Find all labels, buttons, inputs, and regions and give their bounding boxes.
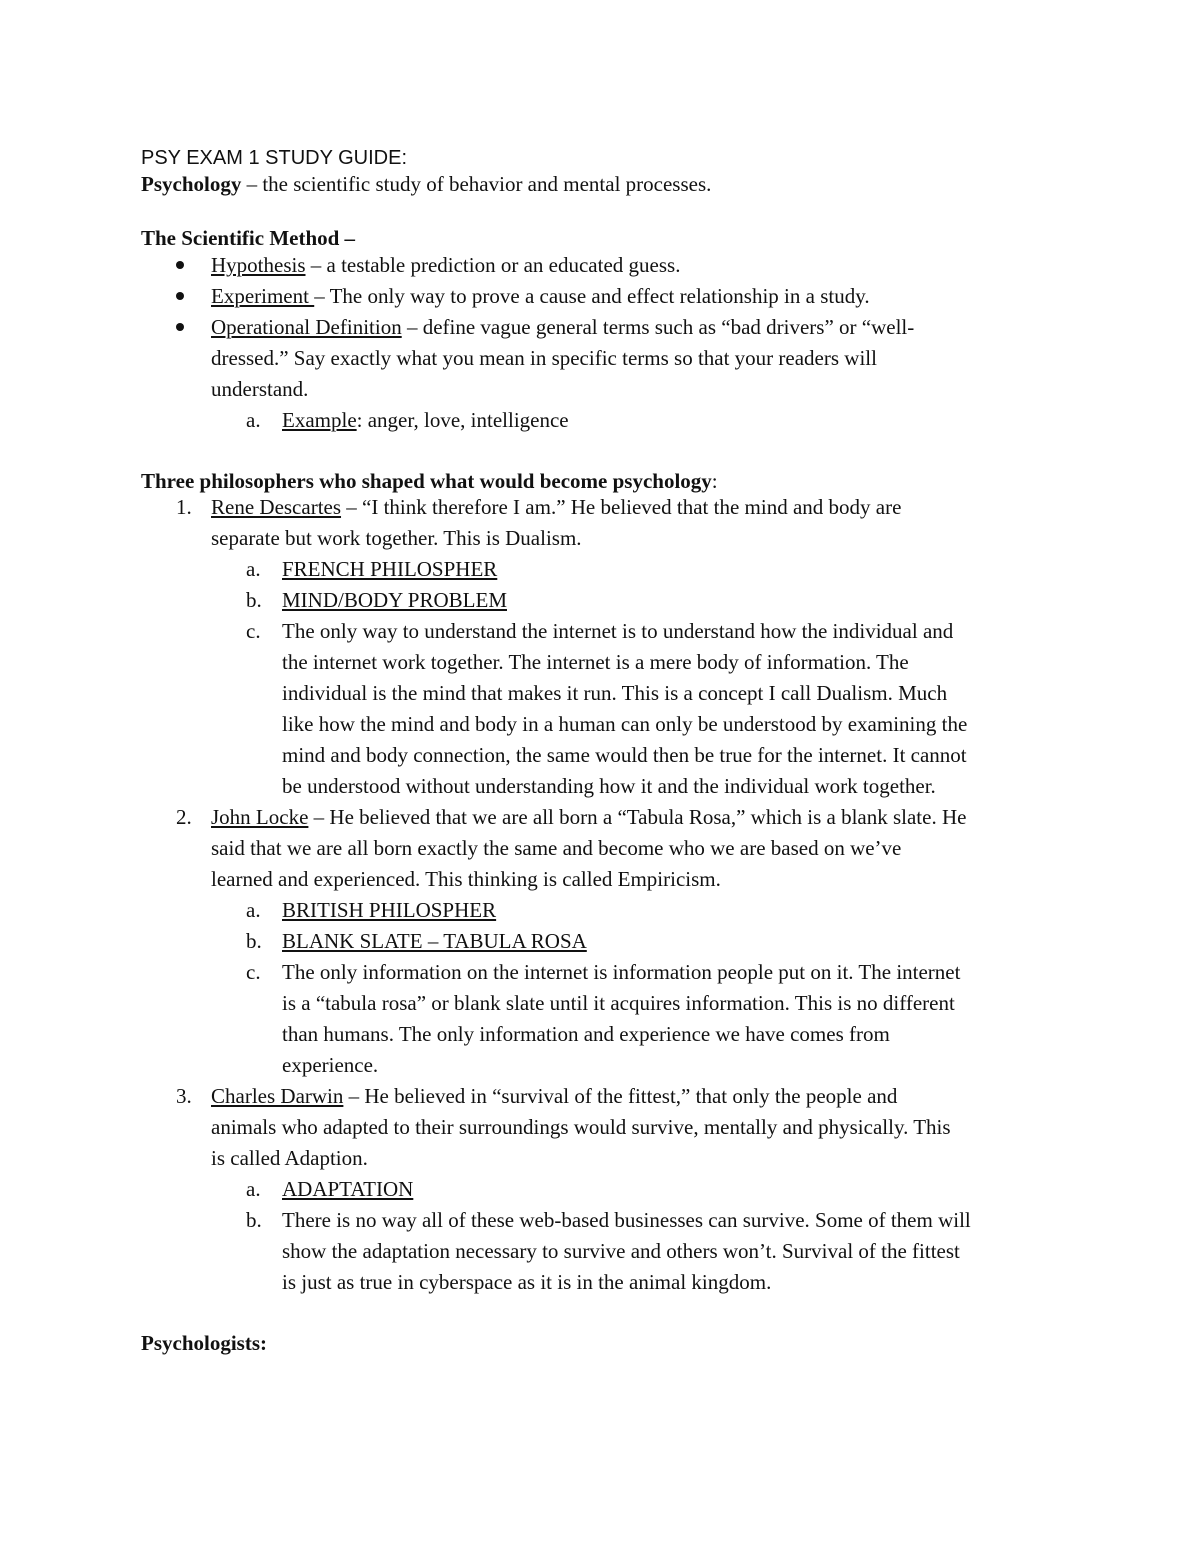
philosopher-name: Rene Descartes bbox=[211, 495, 342, 519]
philosopher-text-line: animals who adapted to their surroundings would survive, mentally and physically. This bbox=[211, 1115, 951, 1139]
sub-item: BRITISH PHILOSPHER bbox=[282, 898, 497, 922]
philosopher-entry bbox=[211, 492, 901, 523]
sub-item: ADAPTATION bbox=[282, 1177, 414, 1201]
sub-item-line: be understood without understanding how it and the individual work together. bbox=[282, 774, 936, 798]
item-text: – define vague general terms such as “bad drivers” or “well- bbox=[401, 315, 915, 339]
sub-item-line: mind and body connection, the same would then be true for the internet. It cannot bbox=[282, 743, 967, 767]
philosopher-entry bbox=[211, 1081, 897, 1112]
item-term: Experiment bbox=[211, 284, 315, 308]
list-number: 3. bbox=[176, 1084, 192, 1108]
item-term: Hypothesis bbox=[211, 253, 306, 277]
sub-item-line: experience. bbox=[282, 1053, 379, 1077]
item-text: – The only way to prove a cause and effect relationship in a study. bbox=[314, 284, 870, 308]
sub-marker: b. bbox=[246, 588, 262, 612]
heading-colon: : bbox=[711, 469, 718, 493]
example-text: : anger, love, intelligence bbox=[356, 408, 569, 432]
definition-text: – the scientific study of behavior and mental processes. bbox=[241, 172, 712, 196]
psychology-definition bbox=[141, 169, 711, 200]
list-number: 1. bbox=[176, 495, 192, 519]
sub-marker: b. bbox=[246, 1208, 262, 1232]
sub-item-line: the internet work together. The internet is a mere body of information. The bbox=[282, 650, 909, 674]
philosophers-heading-text: Three philosophers who shaped what would become psychology bbox=[141, 469, 712, 493]
item-text-line: understand. bbox=[211, 377, 309, 401]
sub-marker: c. bbox=[246, 960, 261, 984]
philosopher-text-line: is called Adaption. bbox=[211, 1146, 368, 1170]
item-text: – a testable prediction or an educated guess. bbox=[305, 253, 681, 277]
sub-item-line: There is no way all of these web-based businesses can survive. Some of them will bbox=[282, 1208, 971, 1232]
sub-item-line: The only way to understand the internet is to understand how the individual and bbox=[282, 619, 954, 643]
bullet-icon bbox=[176, 292, 184, 300]
sub-item-line: is a “tabula rosa” or blank slate until it acquires information. This is no different bbox=[282, 991, 955, 1015]
sub-marker: a. bbox=[246, 408, 261, 432]
sub-item: MIND/BODY PROBLEM bbox=[282, 588, 507, 612]
sub-item: BLANK SLATE – TABULA ROSA bbox=[282, 929, 587, 953]
list-item bbox=[211, 312, 914, 343]
sub-item: FRENCH PHILOSPHER bbox=[282, 557, 498, 581]
philosopher-name: John Locke bbox=[211, 805, 309, 829]
bullet-icon bbox=[176, 261, 184, 269]
sub-marker: c. bbox=[246, 619, 261, 643]
sub-item-line: individual is the mind that makes it run. This is a concept I call Dualism. Much bbox=[282, 681, 948, 705]
definition-term: Psychology bbox=[141, 172, 242, 196]
philosopher-name: Charles Darwin bbox=[211, 1084, 344, 1108]
sub-marker: a. bbox=[246, 1177, 261, 1201]
philosopher-entry bbox=[211, 802, 966, 833]
example-term: Example bbox=[282, 408, 357, 432]
list-number: 2. bbox=[176, 805, 192, 829]
philosopher-text: – He believed in “survival of the fittest,” that only the people and bbox=[343, 1084, 898, 1108]
sub-marker: a. bbox=[246, 557, 261, 581]
philosopher-text: – “I think therefore I am.” He believed that the mind and body are bbox=[341, 495, 902, 519]
bullet-icon bbox=[176, 323, 184, 331]
sub-item-line: than humans. The only information and experience we have comes from bbox=[282, 1022, 890, 1046]
list-item bbox=[211, 281, 870, 312]
sub-item-line: like how the mind and body in a human can only be understood by examining the bbox=[282, 712, 968, 736]
item-text-line: dressed.” Say exactly what you mean in specific terms so that your readers will bbox=[211, 346, 877, 370]
sub-item-line: The only information on the internet is information people put on it. The internet bbox=[282, 960, 961, 984]
philosopher-text: – He believed that we are all born a “Tabula Rosa,” which is a blank slate. He bbox=[308, 805, 967, 829]
page-title: PSY EXAM 1 STUDY GUIDE: bbox=[141, 147, 408, 169]
list-item bbox=[211, 250, 680, 281]
sub-marker: b. bbox=[246, 929, 262, 953]
example-item bbox=[282, 405, 569, 436]
sub-item-line: show the adaptation necessary to survive and others won’t. Survival of the fittest bbox=[282, 1239, 960, 1263]
scientific-method-heading: The Scientific Method – bbox=[141, 226, 356, 250]
philosopher-text-line: said that we are all born exactly the same and become who we are based on we’ve bbox=[211, 836, 902, 860]
philosopher-text-line: learned and experienced. This thinking is called Empiricism. bbox=[211, 867, 721, 891]
philosopher-text-line: separate but work together. This is Dualism. bbox=[211, 526, 582, 550]
item-term: Operational Definition bbox=[211, 315, 402, 339]
sub-item-line: is just as true in cyberspace as it is in the animal kingdom. bbox=[282, 1270, 772, 1294]
sub-marker: a. bbox=[246, 898, 261, 922]
psychologists-heading: Psychologists: bbox=[141, 1331, 267, 1355]
